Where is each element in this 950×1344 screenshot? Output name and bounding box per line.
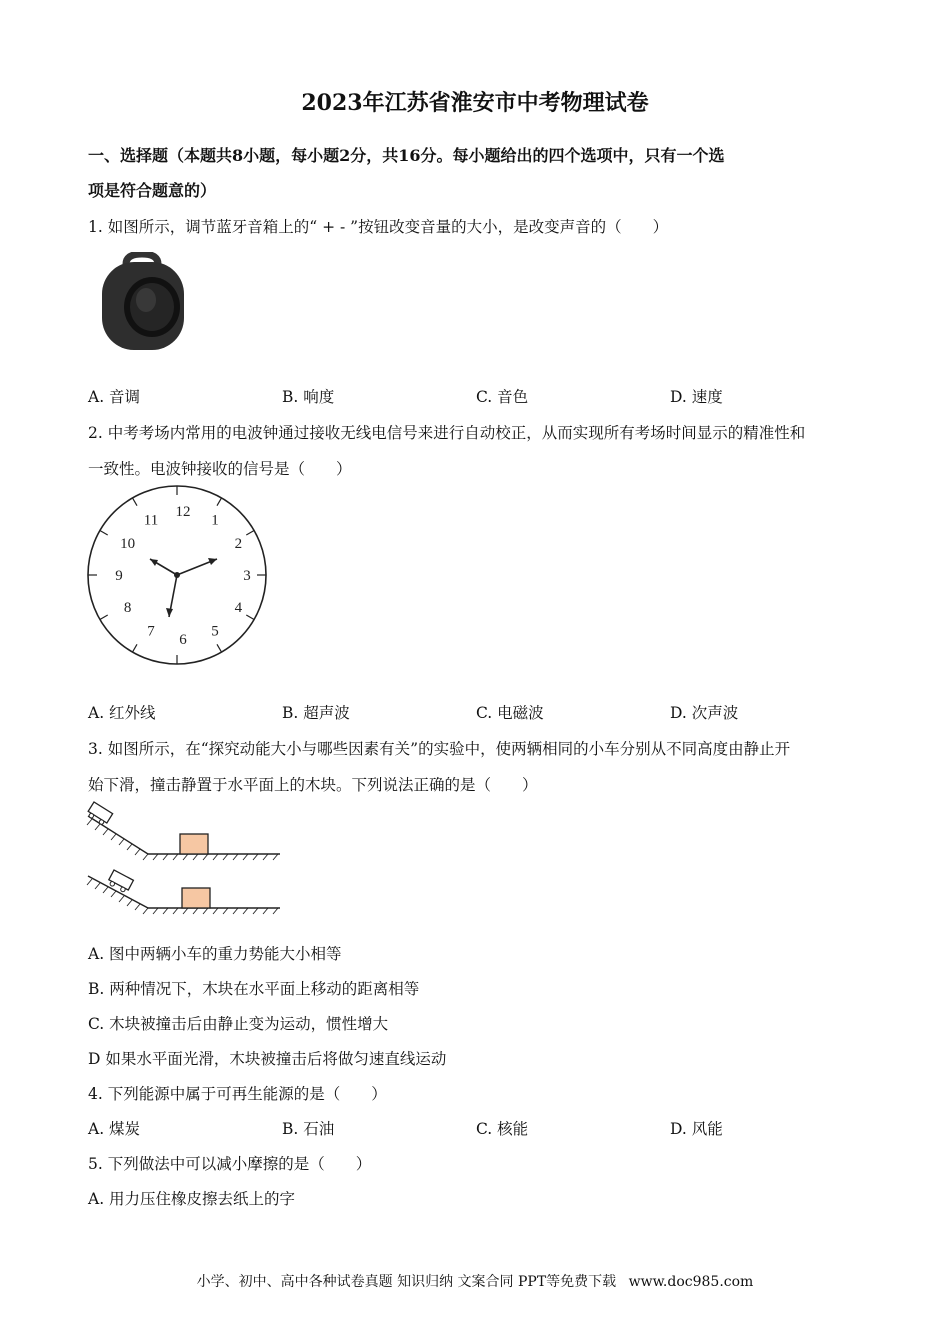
- clock-number: 1: [211, 512, 219, 529]
- section-heading-line1: 一、选择题（本题共8小题，每小题2分，共16分。每小题给出的四个选项中，只有一个选: [88, 146, 725, 165]
- clock-tick: [246, 531, 254, 536]
- q2-option-d[interactable]: D. 次声波: [670, 704, 739, 722]
- clock-number: 8: [123, 600, 132, 616]
- q2-option-b[interactable]: B. 超声波: [282, 704, 350, 722]
- clock-number: 12: [175, 504, 191, 520]
- q2-option-c[interactable]: C. 电磁波: [476, 704, 544, 722]
- clock-tick: [100, 615, 108, 620]
- q1-option-c[interactable]: C. 音色: [476, 388, 529, 406]
- clock-tick: [246, 615, 254, 620]
- q5-option-a[interactable]: A. 用力压住橡皮擦去纸上的字: [88, 1190, 296, 1208]
- q1-stem: 1. 如图所示，调节蓝牙音箱上的“ + - ”按钮改变音量的大小，是改变声音的（ ）: [88, 218, 669, 236]
- q3-option-b[interactable]: B. 两种情况下，木块在水平面上移动的距离相等: [88, 980, 420, 998]
- clock-tick: [217, 644, 222, 652]
- clock-tick: [217, 498, 222, 506]
- upper-ramp: [86, 802, 280, 860]
- clock-tick: [133, 498, 138, 506]
- q4-stem: 4. 下列能源中属于可再生能源的是（ ）: [88, 1085, 387, 1103]
- page-footer: [0, 1271, 950, 1291]
- clock-number: 3: [243, 568, 251, 584]
- q3-option-a[interactable]: A. 图中两辆小车的重力势能大小相等: [88, 945, 342, 963]
- q2-stem-line2: 一致性。电波钟接收的信号是（ ）: [88, 460, 352, 478]
- lower-cart: [107, 870, 134, 894]
- footer-text: 小学、初中、高中各种试卷真题 知识归纳 文案合同 PPT等免费下载: [196, 1274, 617, 1290]
- upper-cart: [86, 802, 113, 827]
- q3-option-d[interactable]: D 如果水平面光滑，木块被撞击后将做匀速直线运动: [88, 1050, 447, 1068]
- bluetooth-speaker-figure: [96, 252, 188, 356]
- q1-option-b[interactable]: B. 响度: [282, 388, 335, 406]
- q4-option-c[interactable]: C. 核能: [476, 1120, 529, 1138]
- q3-stem-line2: 始下滑，撞击静置于水平面上的木块。下列说法正确的是（ ）: [88, 776, 538, 794]
- clock-tick: [133, 644, 138, 652]
- clock-number: 5: [211, 623, 219, 640]
- clock-number: 4: [234, 600, 243, 616]
- q4-option-a[interactable]: A. 煤炭: [88, 1120, 141, 1138]
- q4-option-d[interactable]: D. 风能: [670, 1120, 723, 1138]
- section-heading-line2: 项是符合题意的）: [88, 181, 217, 200]
- footer-url[interactable]: www.doc985.com: [628, 1274, 754, 1290]
- clock-number: 9: [115, 568, 123, 584]
- lower-ramp: [87, 870, 280, 914]
- clock-number: 10: [120, 536, 136, 552]
- clock-number: 6: [179, 632, 187, 648]
- clock-tick: [100, 531, 108, 536]
- lower-block: [182, 888, 210, 908]
- clock-figure: [84, 484, 270, 666]
- clock-number: 7: [147, 623, 155, 640]
- page-title: 2023年江苏省淮安市中考物理试卷: [301, 90, 649, 116]
- q4-option-b[interactable]: B. 石油: [282, 1120, 335, 1138]
- q2-stem-line1: 2. 中考考场内常用的电波钟通过接收无线电信号来进行自动校正，从而实现所有考场时间显示的精准性和: [88, 424, 806, 442]
- clock-center: [174, 572, 180, 578]
- q2-option-a[interactable]: A. 红外线: [88, 704, 156, 722]
- clock-number: 2: [234, 536, 243, 552]
- upper-block: [180, 834, 208, 854]
- q5-stem: 5. 下列做法中可以减小摩擦的是（ ）: [88, 1155, 372, 1173]
- q1-option-a[interactable]: A. 音调: [88, 388, 141, 406]
- q1-option-d[interactable]: D. 速度: [670, 388, 723, 406]
- clock-number: 11: [143, 512, 159, 529]
- ramp-experiment-figure: [86, 800, 282, 916]
- q3-stem-line1: 3. 如图所示，在“探究动能大小与哪些因素有关”的实验中，使两辆相同的小车分别从不同高度由静止开: [88, 740, 791, 758]
- q3-option-c[interactable]: C. 木块被撞击后由静止变为运动，惯性增大: [88, 1015, 389, 1033]
